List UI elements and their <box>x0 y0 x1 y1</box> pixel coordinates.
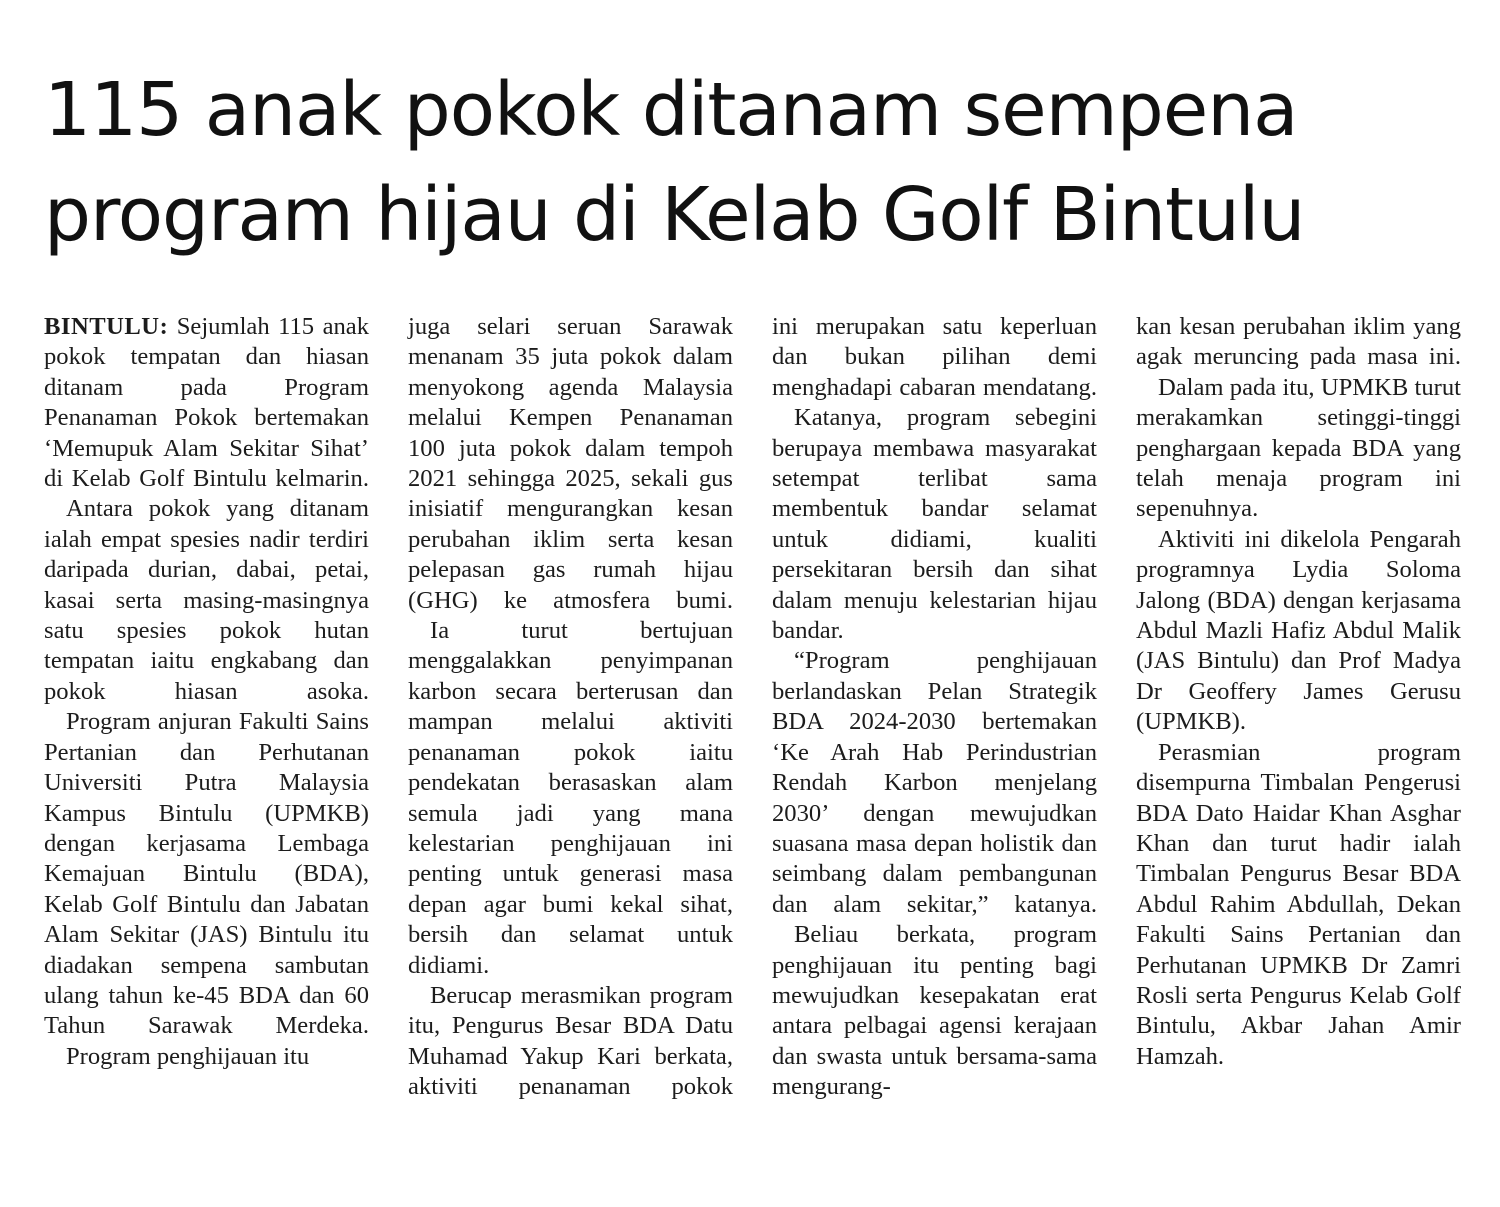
paragraph: kan kesan perubahan iklim yang agak meruncing pada masa ini. <box>1136 313 1461 371</box>
paragraph: Katanya, program sebegini berupaya membawa masyarakat setempat terlibat sama membentuk bandar selamat untuk didiami, kualiti persekitaran bersih dan sihat dalam menuju kelestarian hijau bandar. <box>772 404 1097 645</box>
article-headline <box>44 58 1464 268</box>
headline-line-2: program hijau di Kelab Golf Bintulu <box>44 172 1305 258</box>
paragraph: Program penghijauan itu <box>66 1042 310 1070</box>
paragraph: ini merupakan satu keperluan dan bukan pilihan demi menghadapi cabaran mendatang. <box>772 313 1097 401</box>
paragraph: Aktiviti ini dikelola Pengarah programnya Lydia Soloma Jalong (BDA) dengan kerjasama Abdul Mazli Hafiz Abdul Malik (JAS Bintulu) dan Prof Madya Dr Geoffery James Gerusu (UPMKB). <box>1136 525 1461 736</box>
paragraph: Beliau berkata, program penghijauan itu penting bagi mewujudkan kesepakatan erat antara pelbagai agensi kerajaan dan swasta untuk bersama-sama mengurang- <box>772 921 1097 1101</box>
article-column-3 <box>772 312 1097 1103</box>
paragraph: Berucap merasmikan program itu, Pengurus Besar BDA Datu Muhamad Yakup Kari berkata, aktiviti penanaman pokok <box>408 981 733 1101</box>
paragraph: juga selari seruan Sarawak menanam 35 juta pokok dalam menyokong agenda Malaysia melalui Kempen Penanaman 100 juta pokok dalam tempoh 2021 sehingga 2025, sekali gus inisiatif mengurangkan kesan perubahan iklim serta kesan pelepasan gas rumah hijau (GHG) ke atmosfera bumi. <box>408 313 733 614</box>
paragraph: Ia turut bertujuan menggalakkan penyimpanan karbon secara berterusan dan mampan melalui aktiviti penanaman pokok iaitu pendekatan berasaskan alam semula jadi yang mana kelestarian penghijauan ini penting untuk generasi masa depan agar bumi kekal sihat, bersih dan selamat untuk didiami. <box>408 617 733 979</box>
paragraph: Dalam pada itu, UPMKB turut merakamkan setinggi-tinggi penghargaan kepada BDA yang telah menaja program ini sepenuhnya. <box>1136 373 1461 523</box>
paragraph: “Program penghijauan berlandaskan Pelan Strategik BDA 2024-2030 bertemakan ‘Ke Arah Hab Perindustrian Rendah Karbon menjelang 2030’ dengan mewujudkan suasana masa depan holistik dan seimbang dalam pembangunan dan alam sekitar,” katanya. <box>772 647 1097 918</box>
paragraph <box>44 312 369 494</box>
paragraph: Antara pokok yang ditanam ialah empat spesies nadir terdiri daripada durian, dabai, petai, kasai serta masing-masingnya satu spesies pokok hutan tempatan iaitu engkabang dan pokok hiasan asoka. <box>44 495 369 705</box>
dateline: BINTULU: <box>44 313 169 340</box>
paragraph: Program anjuran Fakulti Sains Pertanian dan Perhutanan Universiti Putra Malaysia Kampus Bintulu (UPMKB) dengan kerjasama Lembaga Kemajuan Bintulu (BDA), Kelab Golf Bintulu dan Jabatan Alam Sekitar (JAS) Bintulu itu diadakan sempena sambutan ulang tahun ke-45 BDA dan 60 Tahun Sarawak Merdeka. <box>44 708 369 1040</box>
paragraph: Perasmian program disempurna Timbalan Pengerusi BDA Dato Haidar Khan Asghar Khan dan turut hadir ialah Timbalan Pengurus Besar BDA Abdul Rahim Abdullah, Dekan Fakulti Sains Pertanian dan Perhutanan UPMKB Dr Zamri Rosli serta Pengurus Kelab Golf Bintulu, Akbar Jahan Amir Hamzah. <box>1136 738 1461 1070</box>
article-column-2 <box>408 312 733 1103</box>
article-body <box>44 312 1464 1172</box>
article-column-1 <box>44 312 369 1072</box>
headline-line-1: 115 anak pokok ditanam sempena <box>44 67 1298 153</box>
article-column-4 <box>1136 312 1461 1072</box>
paragraph-text: Sejumlah 115 anak pokok tempatan dan hiasan ditanam pada Program Penanaman Pokok bertemakan ‘Memupuk Alam Sekitar Sihat’ di Kelab Golf Bintulu kelmarin. <box>44 313 369 493</box>
